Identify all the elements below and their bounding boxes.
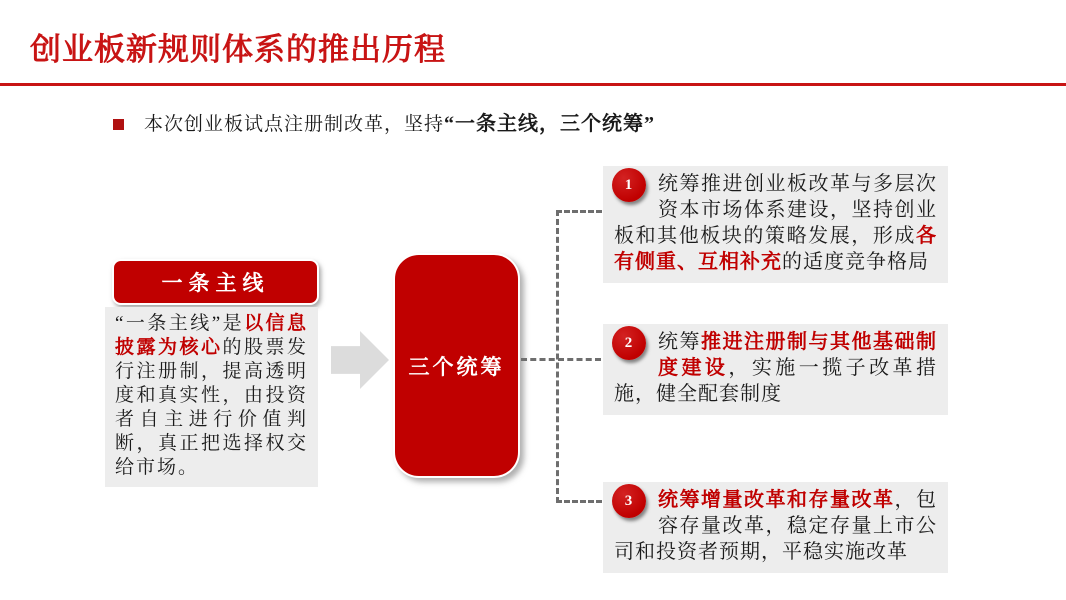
page-title: 创业板新规则体系的推出历程 (30, 32, 446, 67)
item-text-3: 统筹增量改革和存量改革，包容存量改革，稳定存量上市公司和投资者预期，平稳实施改革 (614, 489, 937, 563)
connector-top-dashed (556, 210, 602, 213)
item-number-badge-1: 1 (612, 168, 646, 202)
bullet-square-icon (113, 119, 124, 130)
item-text-1: 统筹推进创业板改革与多层次资本市场体系建设，坚持创业板和其他板块的策略发展，形成各有侧重、互相补充的适度竞争格局 (614, 173, 937, 273)
item-card-3 (603, 482, 948, 573)
bullet-prefix: 本次创业板试点注册制改革，坚持 (144, 114, 445, 135)
connector-middle-dashed (521, 358, 601, 361)
title-divider (0, 83, 1066, 86)
item-text-2: 统筹推进注册制与其他基础制度建设，实施一揽子改革措施，健全配套制度 (614, 331, 938, 405)
item-card-1 (603, 166, 948, 283)
main-line-header: 一条主线 (112, 259, 319, 305)
right-arrow-icon (331, 331, 389, 389)
connector-vertical-dashed (556, 210, 559, 503)
connector-bottom-dashed (556, 500, 602, 503)
bullet-emphasis: “一条主线，三个统筹” (444, 113, 656, 135)
item-number-badge-2: 2 (612, 326, 646, 360)
center-box: 三个统筹 (393, 253, 520, 478)
bullet-text (144, 110, 655, 139)
bullet-item (113, 110, 655, 139)
main-line-body: “一条主线”是以信息披露为核心的股票发行注册制，提高透明度和真实性，由投资者自主进行价值判断，真正把选择权交给市场。 (105, 307, 318, 487)
item-card-2 (603, 324, 948, 415)
item-number-badge-3: 3 (612, 484, 646, 518)
